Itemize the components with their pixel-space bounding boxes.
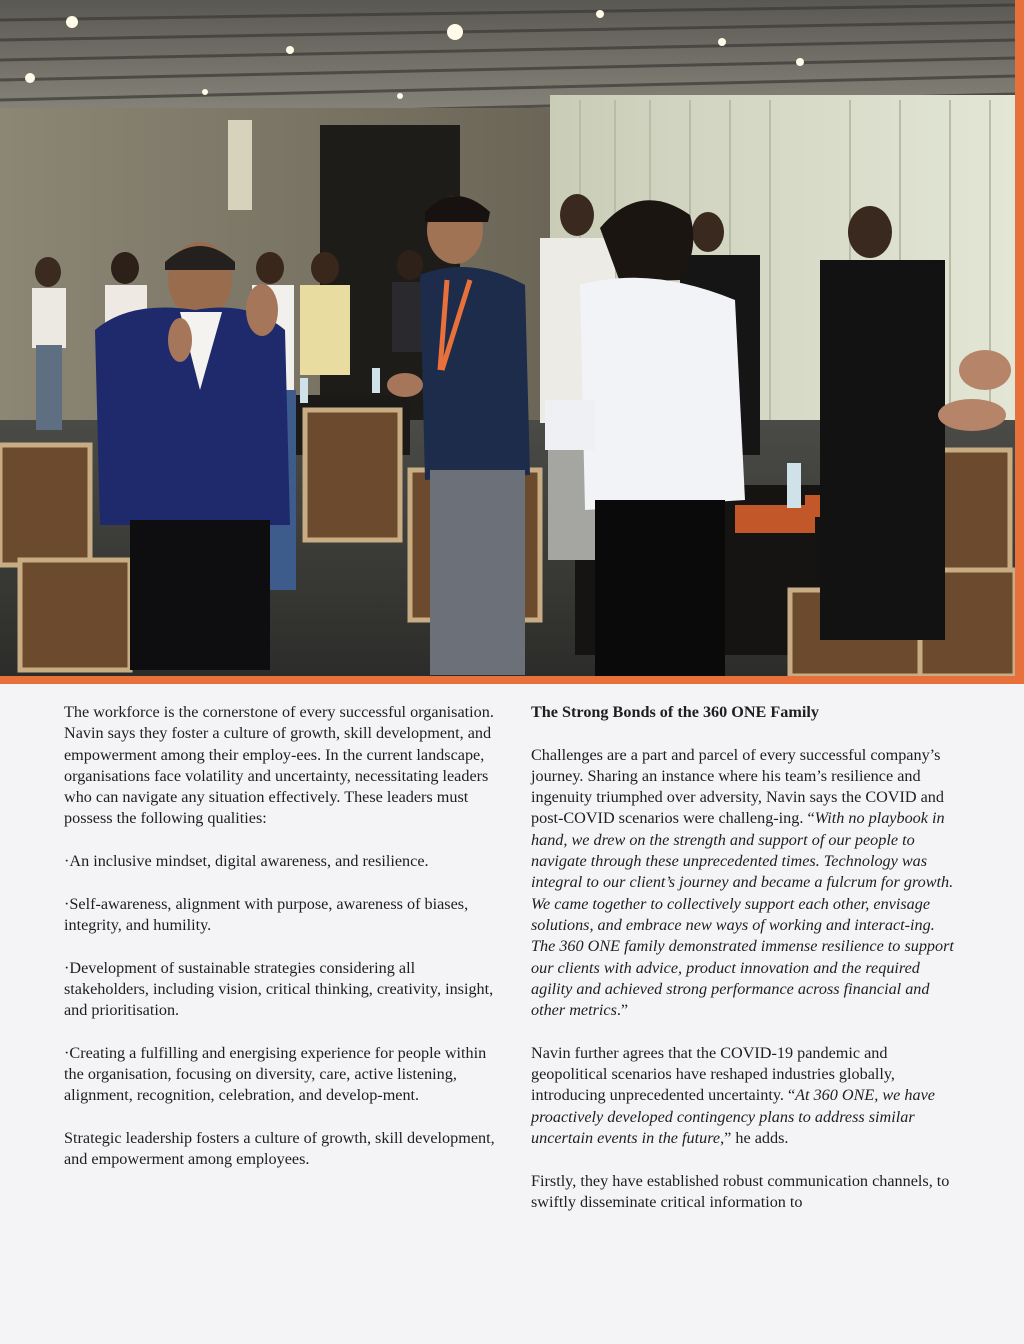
intro-paragraph: The workforce is the cornerstone of every successful organisation. Navin says they foster a culture of growth, skill development, and empowerment among their employ-ees. In the current landscape, organisations face volatility and uncertainty, necessitating leaders who can navigate any situation effectively. These leaders must possess the following qualities: — [64, 703, 494, 828]
pandemic-quote: At 360 ONE, we have proactively developed contingency plans to address similar uncertain events in the future — [531, 1086, 935, 1147]
challenges-paragraph — [531, 745, 963, 1022]
pandemic-paragraph — [531, 1043, 963, 1149]
section-heading: The Strong Bonds of the 360 ONE Family — [531, 703, 819, 721]
accent-bar-bottom — [0, 676, 1024, 684]
bullet-item: ·Development of sustainable strategies considering all stakeholders, including vision, critical thinking, creativity, insight, and prioritisation. — [64, 958, 494, 1020]
pandemic-quote-end: ,” he adds. — [720, 1128, 789, 1147]
challenges-quote: With no playbook in hand, we drew on the strength and support of our people to navigate through these unprecedented times. Technology was integral to our client’s journey and became a fulcrum for growth. We came together to collectively support each other, envisage solutions, and embrace new ways of working and interact-ing. The 360 ONE family demonstrated immense resilience to support our clients with advice, product innovation and the required agility and achieved strong performance across financial and other metrics — [531, 809, 954, 1020]
accent-bar-right — [1015, 0, 1024, 684]
bullet-item: ·An inclusive mindset, digital awareness, and resilience. — [64, 852, 429, 871]
bullet-item: ·Self-awareness, alignment with purpose, awareness of biases, integrity, and humility. — [64, 894, 469, 934]
bullet-item: ·Creating a fulfilling and energising experience for people within the organisation, focusing on diversity, care, active listening, alignment, recognition, celebration, and develop-ment. — [64, 1043, 487, 1105]
challenges-quote-end: .” — [616, 1001, 629, 1020]
group-photo-icon — [0, 0, 1015, 676]
left-column — [64, 702, 496, 1192]
group-photo — [0, 0, 1015, 676]
pandemic-text: Navin further agrees that the COVID-19 pandemic and geopolitical scenarios have reshaped industries globally, introducing unprecedented uncertainty. “ — [531, 1043, 895, 1105]
right-column — [531, 702, 963, 1234]
closing-paragraph: Strategic leadership fosters a culture of growth, skill development, and empowerment among employees. — [64, 1128, 495, 1169]
challenges-text: Challenges are a part and parcel of every successful company’s journey. Sharing an instance where his team’s resilience and ingenuity triumphed over adversity, Navin says the COVID and post-COVID scenarios were challeng-ing. “ — [531, 745, 944, 828]
communication-paragraph: Firstly, they have established robust communication channels, to swiftly disseminate critical information to — [531, 1171, 950, 1211]
